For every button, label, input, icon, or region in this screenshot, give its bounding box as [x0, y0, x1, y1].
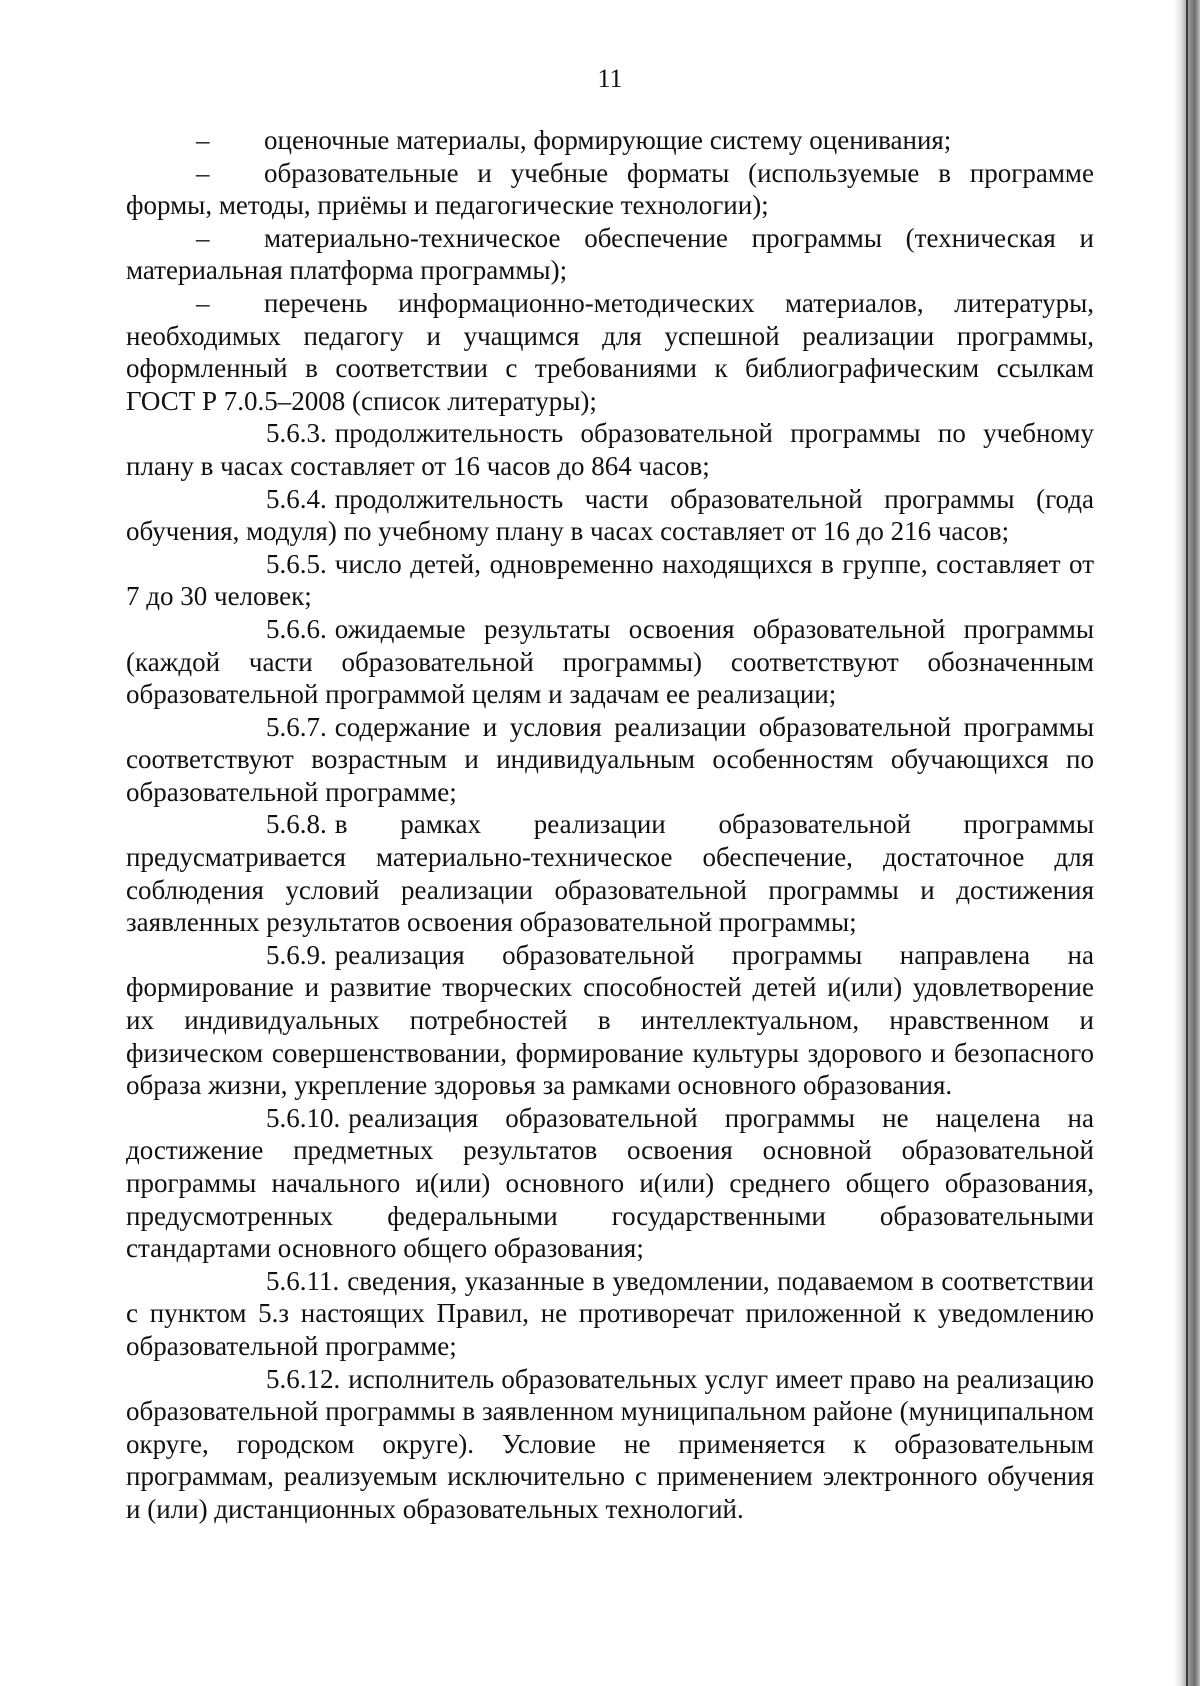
list-dash: –: [196, 157, 210, 188]
list-dash: –: [196, 125, 210, 155]
clause-text: сведения, указанные в уведомлении, подаваемом в соответствии с пунктом 5.з настоящих Правил, не противоречат приложенной к уведомлению образовательной программе;: [126, 1265, 1094, 1361]
list-item: [126, 222, 1094, 287]
clause-number: 5.6.12.: [266, 1363, 341, 1394]
scanned-page-edge: [1174, 0, 1200, 1686]
clause-5-6-10: [126, 1102, 1094, 1265]
clause-text: содержание и условия реализации образовательной программы соответствуют возрастным и индивидуальным особенностям обучающихся по образовательной программе;: [126, 711, 1094, 807]
clause-5-6-4: [126, 483, 1094, 548]
clause-5-6-7: [126, 711, 1094, 809]
document-body: [126, 124, 1094, 1526]
clause-number: 5.6.3.: [266, 418, 327, 449]
clause-number: 5.6.7.: [266, 711, 327, 742]
list-dash: –: [196, 287, 210, 318]
clause-text: реализация образовательной программы направлена на формирование и развитие творческих способностей детей и(или) удовлетворение их индивидуальных потребностей в интеллектуальном, нравственном и физическом совершенствовании, формирование культуры здорового и безопасного образа жизни, укрепление здоровья за рамками основного образования.: [126, 939, 1094, 1101]
clause-5-6-8: [126, 808, 1094, 938]
clause-text: ожидаемые результаты освоения образовательной программы (каждой части образовательной программы) соответствуют обозначенным образовательной программой целям и задачам ее реализации;: [126, 613, 1094, 710]
list-item: [126, 287, 1094, 417]
clause-number: 5.6.10.: [266, 1102, 341, 1133]
clause-number: 5.6.4.: [266, 483, 327, 514]
clause-5-6-9: [126, 939, 1094, 1102]
list-item: [126, 124, 1094, 157]
clause-number: 5.6.8.: [266, 809, 327, 840]
clause-text: продолжительность части образовательной программы (года обучения, модуля) по учебному плану в часах составляет от 16 до 216 часов;: [126, 483, 1094, 547]
clause-number: 5.6.11.: [266, 1265, 340, 1296]
clause-number: 5.6.6.: [266, 613, 327, 644]
clause-text: в рамках реализации образовательной программы предусматривается материально-техническое обеспечение, достаточное для соблюдения условий реализации образовательной программы и достижения заявленных результатов освоения образовательной программы;: [126, 809, 1094, 938]
clause-text: реализация образовательной программы не нацелена на достижение предметных результатов освоения основной образовательной программы начального и(или) основного и(или) среднего общего образования, предусмотренных федеральными государственными образовательными стандартами основного общего образования;: [126, 1102, 1094, 1264]
clause-text: число детей, одновременно находящихся в группе, составляет от 7 до 30 человек;: [126, 548, 1094, 612]
list-item-text: образовательные и учебные форматы (используемые в программе формы, методы, приёмы и педагогические технологии);: [126, 157, 1094, 221]
clause-5-6-5: [126, 548, 1094, 613]
clause-5-6-11: [126, 1265, 1094, 1363]
list-item-text: оценочные материалы, формирующие систему оценивания;: [264, 125, 952, 155]
list-dash: –: [196, 222, 210, 253]
clause-text: продолжительность образовательной программы по учебному плану в часах составляет от 16 часов до 864 часов;: [126, 418, 1094, 481]
clause-text: исполнитель образовательных услуг имеет право на реализацию образовательной программы в заявленном муниципальном районе (муниципальном округе, городском округе). Условие не применяется к образовательным программам, реализуемым исключительно с применением электронного обучения и (или) дистанционных образовательных технологий.: [126, 1363, 1094, 1524]
clause-5-6-6: [126, 613, 1094, 711]
list-item-text: материально-техническое обеспечение программы (техническая и материальная платформа программы);: [126, 222, 1094, 286]
clause-number: 5.6.9.: [266, 939, 327, 970]
list-item: [126, 157, 1094, 222]
list-item-text: перечень информационно-методических материалов, литературы, необходимых педагогу и учащимся для успешной реализации программы, оформленный в соответствии с требованиями к библиографическим ссылкам ГОСТ Р 7.0.5–2008 (список литературы);: [126, 287, 1094, 416]
clause-5-6-3: [126, 417, 1094, 482]
page-number: 11: [597, 64, 623, 93]
clause-number: 5.6.5.: [266, 548, 327, 579]
clause-5-6-12: [126, 1363, 1094, 1526]
